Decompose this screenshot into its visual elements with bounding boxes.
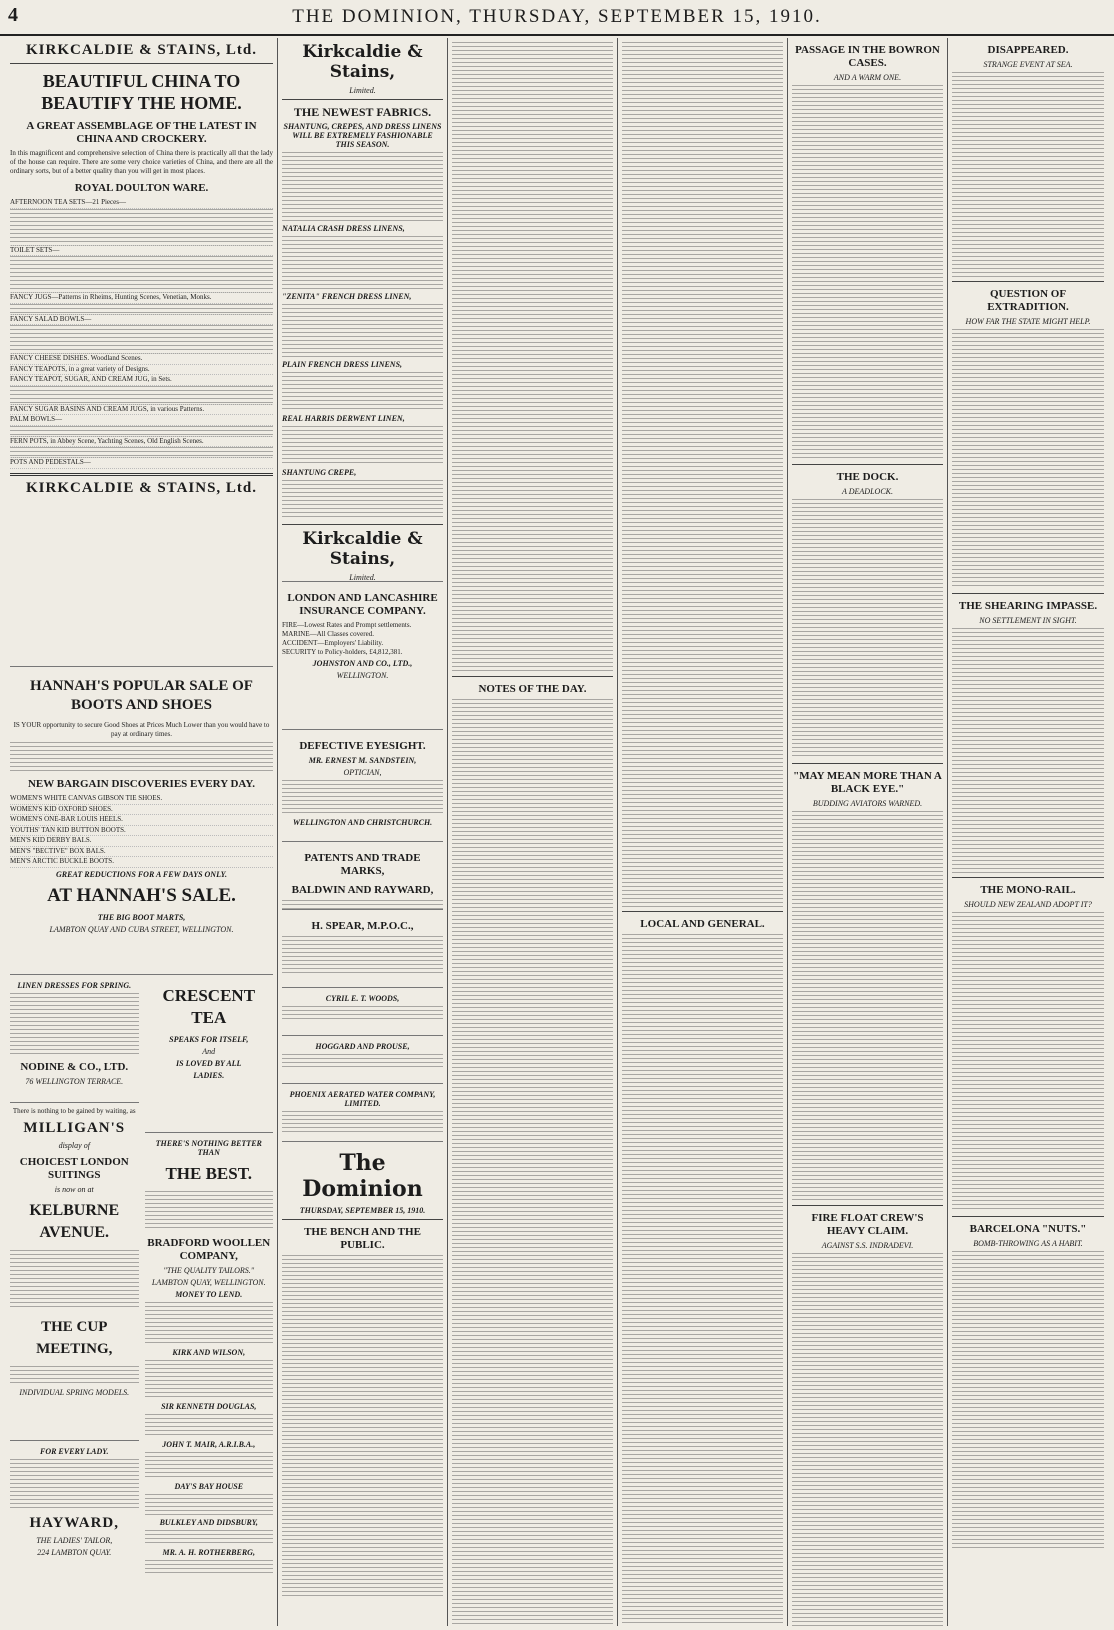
text-filler — [282, 372, 443, 412]
advert-line: display of — [58, 1141, 90, 1150]
shoe-list — [10, 794, 273, 868]
list-filler — [10, 304, 273, 315]
article-subheading: NO SETTLEMENT IN SIGHT. — [979, 616, 1077, 625]
advert-name: KIRK AND WILSON, — [172, 1348, 246, 1357]
list-item: YOUTHS' TAN KID BUTTON BOOTS. — [10, 826, 273, 837]
small-adverts-row — [10, 979, 273, 1604]
article-heading: QUESTION OF EXTRADITION. — [987, 288, 1069, 313]
advert-title: FOR EVERY LADY. — [39, 1447, 109, 1456]
article-heading: "MAY MEAN MORE THAN A BLACK EYE." — [793, 770, 942, 795]
text-filler — [282, 480, 443, 520]
money-to-lend: MONEY TO LEND. — [175, 1290, 243, 1299]
advert-firm: KIRKCALDIE & STAINS, Ltd. — [25, 42, 257, 58]
text-filler — [10, 993, 139, 1055]
advert-firm: NODINE & CO., LTD. — [20, 1061, 129, 1073]
right-small-adverts — [145, 979, 274, 1604]
advert-intro: In this magnificent and comprehensive selection of China there is practically all that the lady of the house can require. There are some very choice varieties of China, and there are all the ordinary sorts, but of a better quality than you will get in most places. — [10, 149, 273, 175]
boots-advert — [10, 671, 273, 975]
patents-advert — [282, 846, 443, 910]
article-subheading: BOMB-THROWING AS A HABIT. — [973, 1239, 1083, 1248]
crescent-tea-advert — [145, 979, 274, 1133]
text-filler — [145, 1360, 274, 1400]
masthead — [0, 0, 1114, 36]
left-small-adverts — [10, 979, 139, 1604]
article-heading: THE SHEARING IMPASSE. — [958, 600, 1098, 612]
advert-sub: "THE QUALITY TAILORS." — [163, 1266, 255, 1275]
page-title: THE DOMINION, THURSDAY, SEPTEMBER 15, 1910. — [292, 6, 822, 27]
sale-subtitle: THE BIG BOOT MARTS, — [97, 912, 186, 922]
patents-firm: BALDWIN AND RAYWARD, — [291, 884, 434, 896]
column-5-articles — [788, 38, 948, 1626]
advert-name: SIR KENNETH DOUGLAS, — [161, 1402, 257, 1411]
article-text-filler — [622, 934, 783, 1624]
advert-footer: KIRKCALDIE & STAINS, Ltd. — [25, 479, 257, 496]
list-item: POTS AND PEDESTALS— — [10, 458, 273, 469]
article-heading: THE MONO-RAIL. — [980, 884, 1076, 896]
list-item: MEN'S ARCTIC BUCKLE BOOTS. — [10, 857, 273, 868]
fabric-item: "ZENITA" FRENCH DRESS LINEN, — [282, 292, 412, 301]
advert-note: GREAT REDUCTIONS FOR A FEW DAYS ONLY. — [56, 869, 227, 879]
architects-advert — [282, 1040, 443, 1084]
advert-event: THE CUP MEETING, — [36, 1319, 113, 1357]
advert-firm: HAYWARD, — [29, 1515, 120, 1531]
article-subheading: SHOULD NEW ZEALAND ADOPT IT? — [964, 900, 1092, 909]
article-heading: FIRE FLOAT CREW'S HEAVY CLAIM. — [811, 1212, 924, 1237]
text-filler — [282, 426, 443, 466]
page-number: 4 — [8, 4, 18, 26]
advert-footer: INDIVIDUAL SPRING MODELS. — [19, 1388, 130, 1397]
architects-name: HOGGARD AND PROUSE, — [315, 1042, 410, 1051]
notes-heading: NOTES OF THE DAY. — [478, 683, 587, 695]
advert-title: LINEN DRESSES FOR SPRING. — [17, 981, 132, 990]
column-4-articles — [618, 38, 788, 1626]
columns — [6, 38, 1108, 1626]
article-text-filler — [452, 699, 613, 1626]
article-subheading: A DEADLOCK. — [842, 487, 893, 496]
advert-name: DAY'S BAY HOUSE — [174, 1482, 244, 1491]
insurance-agents-sub: WELLINGTON. — [336, 671, 389, 680]
text-filler — [282, 1006, 443, 1022]
advert-subhead: SHANTUNG, CREPES, AND DRESS LINENS WILL BE EXTREMELY FASHIONABLE THIS SEASON. — [283, 122, 442, 149]
text-filler — [282, 936, 443, 976]
text-filler — [145, 1414, 274, 1438]
advert-headline: THE NEWEST FABRICS. — [293, 105, 432, 119]
fabric-item: NATALIA CRASH DRESS LINENS, — [282, 224, 405, 233]
advert-firm-sub: Limited. — [349, 573, 376, 582]
text-filler — [145, 1452, 274, 1480]
text-filler — [282, 236, 443, 290]
dentist-name: CYRIL E. T. WOODS, — [325, 994, 400, 1003]
article-subheading: AGAINST S.S. INDRADEVI. — [821, 1241, 914, 1250]
list-item: FANCY JUGS—Patterns in Rheims, Hunting Scenes, Venetian, Monks. — [10, 293, 273, 304]
advert-title: THERE'S NOTHING BETTER THAN — [155, 1139, 262, 1157]
fabric-item: REAL HARRIS DERWENT LINEN, — [282, 414, 405, 423]
list-item: FERN POTS, in Abbey Scene, Yachting Scenes, Old English Scenes. — [10, 437, 273, 448]
column-1-adverts — [6, 38, 278, 1626]
list-item: FANCY TEAPOTS, in a great variety of Designs. — [10, 365, 273, 376]
leader-date: THURSDAY, SEPTEMBER 15, 1910. — [299, 1206, 426, 1215]
advert-big: THE BEST. — [165, 1164, 253, 1183]
text-filler — [282, 780, 443, 816]
advert-name: BULKLEY AND DIDSBURY, — [159, 1518, 258, 1527]
optician-title: DEFECTIVE EYESIGHT. — [299, 740, 426, 752]
list-item: AFTERNOON TEA SETS—21 Pieces— — [10, 198, 273, 209]
water-title: PHOENIX AERATED WATER COMPANY, LIMITED. — [289, 1090, 436, 1108]
article-text-filler — [952, 1251, 1104, 1551]
list-filler — [10, 325, 273, 354]
article-text-filler — [622, 42, 783, 907]
advert-item-list — [10, 198, 273, 469]
column-2-adverts — [278, 38, 448, 1626]
local-heading: LOCAL AND GENERAL. — [640, 918, 765, 930]
advert-section: ROYAL DOULTON WARE. — [74, 182, 209, 194]
list-item: FANCY SALAD BOWLS— — [10, 315, 273, 326]
advert-banner: NEW BARGAIN DISCOVERIES EVERY DAY. — [27, 778, 256, 790]
sale-address: LAMBTON QUAY AND CUBA STREET, WELLINGTON. — [49, 924, 234, 934]
list-filler — [10, 209, 273, 246]
advert-headline: BEAUTIFUL CHINA TO BEAUTIFY THE HOME. — [41, 71, 242, 113]
article-heading: PASSAGE IN THE BOWRON CASES. — [795, 44, 940, 69]
milligans-advert — [10, 1107, 139, 1441]
insurance-agents: JOHNSTON AND CO., LTD., — [312, 659, 413, 668]
text-filler — [10, 1250, 139, 1310]
advert-line: CHOICEST LONDON SUITINGS — [19, 1156, 129, 1181]
article-heading: THE DOCK. — [836, 471, 899, 483]
advert-line: And — [202, 1047, 216, 1056]
text-filler — [282, 900, 443, 910]
text-filler — [282, 152, 443, 222]
fabrics-advert — [282, 38, 443, 582]
advert-firm: Kirkcaldie & Stains, — [302, 529, 423, 569]
list-item: WOMEN'S ONE-BAR LOUIS HEELS. — [10, 815, 273, 826]
hayward-advert — [10, 1445, 139, 1598]
advert-line: IS LOVED BY ALL — [176, 1059, 242, 1068]
optician-city: WELLINGTON AND CHRISTCHURCH. — [292, 818, 433, 827]
advert-name: JOHN T. MAIR, A.R.I.B.A., — [162, 1440, 256, 1449]
optician-advert — [282, 734, 443, 842]
list-item: WOMEN'S WHITE CANVAS GIBSON TIE SHOES. — [10, 794, 273, 805]
linen-advert — [10, 979, 139, 1103]
china-advert — [10, 38, 273, 667]
spear-advert — [282, 914, 443, 988]
text-filler — [145, 1494, 274, 1516]
optician-name: MR. ERNEST M. SANDSTEIN, — [308, 756, 417, 765]
advert-firm: Kirkcaldie & Stains, — [302, 42, 423, 82]
list-item: MEN'S KID DERBY BALS. — [10, 836, 273, 847]
list-item: FANCY CHEESE DISHES. Woodland Scenes. — [10, 354, 273, 365]
advert-sub: THE LADIES' TAILOR, — [36, 1536, 113, 1545]
advert-line: is now on at — [54, 1185, 94, 1194]
dentist-advert — [282, 992, 443, 1036]
advert-line: SPEAKS FOR ITSELF, — [169, 1035, 249, 1044]
list-filler — [10, 447, 273, 458]
list-item: FANCY SUGAR BASINS AND CREAM JUGS, in various Patterns. — [10, 405, 273, 416]
text-filler — [282, 304, 443, 358]
article-heading: BARCELONA "NUTS." — [969, 1223, 1087, 1235]
advert-lead: There is nothing to be gained by waiting, as — [12, 1107, 136, 1115]
article-subheading: HOW FAR THE STATE MIGHT HELP. — [965, 317, 1091, 326]
bradford-advert — [145, 1137, 274, 1600]
list-item: PALM BOWLS— — [10, 415, 273, 426]
water-advert — [282, 1088, 443, 1142]
advert-address: LAMBTON QUAY, WELLINGTON. — [151, 1278, 266, 1287]
leader-article — [282, 1146, 443, 1596]
advert-place: KELBURNE AVENUE. — [29, 1202, 120, 1241]
text-filler — [282, 1111, 443, 1133]
article-heading: DISAPPEARED. — [987, 44, 1069, 56]
spear-title: H. SPEAR, M.P.O.C., — [311, 920, 414, 932]
text-filler — [145, 1560, 274, 1574]
advert-firm-sub: Limited. — [349, 86, 376, 95]
article-subheading: STRANGE EVENT AT SEA. — [983, 60, 1073, 69]
column-3-articles — [448, 38, 618, 1626]
list-filler — [10, 386, 273, 405]
insurance-title: LONDON AND LANCASHIRE INSURANCE COMPANY. — [287, 592, 438, 617]
text-filler — [145, 1302, 274, 1346]
paper-name: The Dominion — [302, 1150, 423, 1202]
leader-title: THE BENCH AND THE PUBLIC. — [304, 1226, 421, 1251]
patents-title: PATENTS AND TRADE MARKS, — [304, 852, 421, 877]
article-subheading: BUDDING AVIATORS WARNED. — [812, 799, 923, 808]
article-subheading: AND A WARM ONE. — [833, 73, 902, 82]
text-filler — [145, 1191, 274, 1231]
insurance-line: FIRE—Lowest Rates and Prompt settlements. — [282, 621, 412, 629]
text-filler — [145, 1530, 274, 1546]
advert-lead: IS YOUR opportunity to secure Good Shoes at Prices Much Lower than you would have to pay at ordinary times. — [13, 721, 270, 738]
list-filler — [10, 256, 273, 293]
text-filler — [282, 1054, 443, 1070]
article-text-filler — [792, 811, 943, 1201]
article-text-filler — [792, 85, 943, 460]
advert-firm: MILLIGAN'S — [23, 1120, 126, 1136]
article-text-filler — [952, 628, 1104, 873]
insurance-advert — [282, 586, 443, 730]
text-filler — [10, 1366, 139, 1386]
insurance-line: MARINE—All Classes covered. — [282, 630, 374, 638]
list-item: WOMEN'S KID OXFORD SHOES. — [10, 805, 273, 816]
optician-sub: OPTICIAN, — [343, 768, 382, 777]
article-text-filler — [282, 1255, 443, 1596]
article-text-filler — [952, 72, 1104, 277]
advert-address: 76 WELLINGTON TERRACE. — [25, 1077, 124, 1086]
advert-title: CRESCENT TEA — [162, 986, 256, 1027]
advert-address: 224 LAMBTON QUAY. — [37, 1548, 112, 1557]
sale-title: AT HANNAH'S SALE. — [47, 884, 236, 906]
article-text-filler — [952, 329, 1104, 589]
advert-headline: HANNAH'S POPULAR SALE OF BOOTS AND SHOES — [30, 678, 253, 713]
list-filler — [10, 426, 273, 437]
fabric-item: PLAIN FRENCH DRESS LINENS, — [282, 360, 403, 369]
article-text-filler — [452, 42, 613, 672]
article-text-filler — [952, 912, 1104, 1212]
advert-firm: BRADFORD WOOLLEN COMPANY, — [147, 1237, 271, 1262]
advert-name: MR. A. H. ROTHERBERG, — [162, 1548, 255, 1557]
list-item: MEN'S "BECTIVE" BOX BALS. — [10, 847, 273, 858]
text-filler — [10, 742, 273, 772]
insurance-line: SECURITY to Policy-holders, £4,812,381. — [282, 648, 403, 656]
text-filler — [10, 1459, 139, 1511]
fabric-item: SHANTUNG CREPE, — [282, 468, 357, 477]
insurance-line: ACCIDENT—Employers' Liability. — [282, 639, 384, 647]
column-6-articles — [948, 38, 1108, 1626]
advert-line: LADIES. — [193, 1071, 225, 1080]
list-item: FANCY TEAPOT, SUGAR, AND CREAM JUG, in Sets. — [10, 375, 273, 386]
list-item: TOILET SETS— — [10, 246, 273, 257]
article-text-filler — [792, 499, 943, 759]
article-text-filler — [792, 1253, 943, 1626]
advert-subhead: A GREAT ASSEMBLAGE OF THE LATEST IN CHINA AND CROCKERY. — [26, 120, 257, 145]
